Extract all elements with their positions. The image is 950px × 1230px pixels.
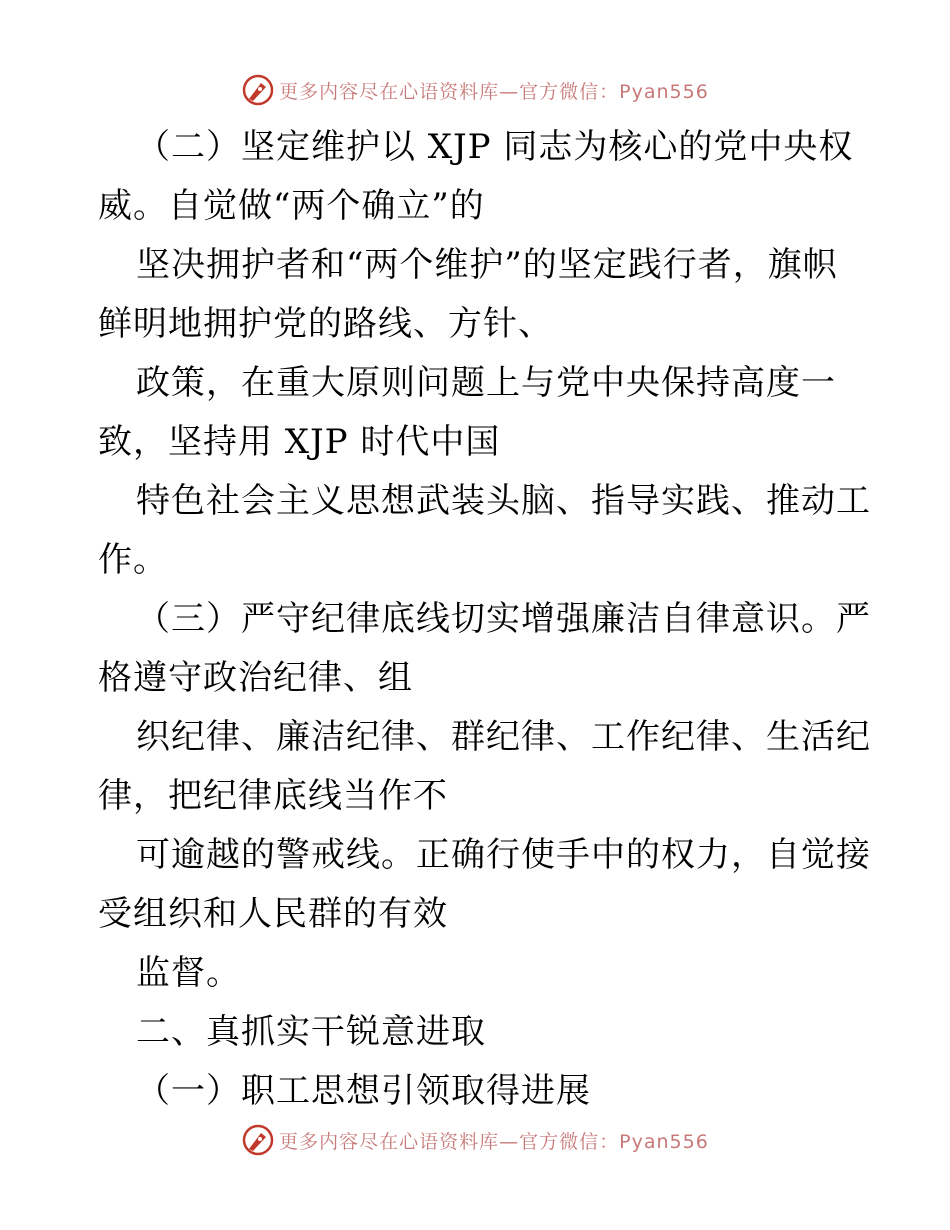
text-line: 监督。 [136,953,241,993]
subsection-heading: （一）职工思想引领取得进展 [136,1071,591,1111]
header-watermark [0,70,950,110]
pen-nib-logo-icon [241,1123,275,1157]
pen-nib-logo-icon [241,73,275,107]
text-line: （三）严守纪律底线切实增强廉洁自律意识。严 [136,599,871,639]
text-line: 坚决拥护者和“两个维护”的坚定践行者，旗帜 [136,245,838,285]
text-line: 格遵守政治纪律、组 [98,658,413,698]
text-line: 特色社会主义思想武装头脑、指导实践、推动工 [136,481,871,521]
section-heading: 二、真抓实干锐意进取 [136,1012,486,1052]
watermark-text: 更多内容尽在心语资料库—官方微信：Pyan556 [279,1130,709,1153]
text-line: 可逾越的警戒线。正确行使手中的权力，自觉接 [136,835,871,875]
text-line: 受组织和人民群的有效 [98,894,448,934]
text-line: 鲜明地拥护党的路线、方针、 [98,304,553,344]
footer-watermark [0,1120,950,1160]
watermark-text: 更多内容尽在心语资料库—官方微信：Pyan556 [279,80,709,103]
text-line: 致，坚持用 XJP 时代中国 [98,422,501,462]
text-line: 威。自觉做“两个确立”的 [98,186,485,226]
text-line: 织纪律、廉洁纪律、群纪律、工作纪律、生活纪 [136,717,871,757]
text-line: （二）坚定维护以 XJP 同志为核心的党中央权 [136,127,854,167]
document-body [98,118,871,1121]
text-line: 政策，在重大原则问题上与党中央保持高度一 [136,363,836,403]
text-line: 作。 [98,540,168,580]
text-line: 律，把纪律底线当作不 [98,776,448,816]
